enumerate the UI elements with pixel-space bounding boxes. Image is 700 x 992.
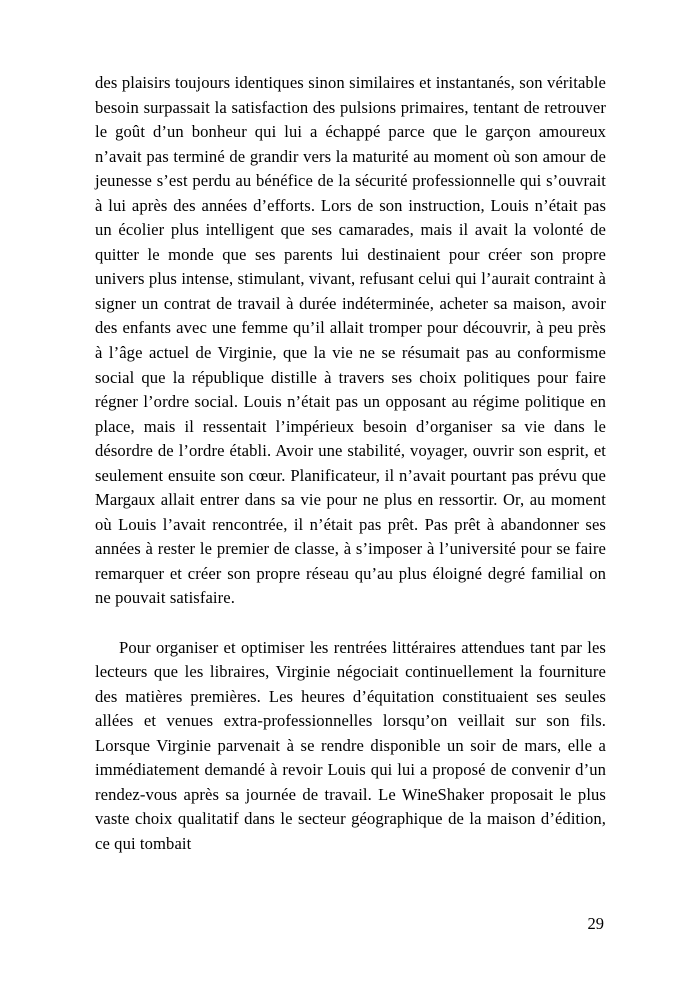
page-number: 29	[587, 913, 604, 933]
paragraph: des plaisirs toujours identiques sinon similaires et instantanés, son véritable besoin surpassait la satisfaction des pulsions primaires, tentant de retrouver le goût d’un bonheur qui lui a échappé parce que le garçon amoureux n’avait pas terminé de grandir vers la maturité au moment où son amour de jeunesse s’est perdu au bénéfice de la sécurité professionnelle qui s’ouvrait à lui après des années d’efforts. Lors de son instruction, Louis n’était pas un écolier plus intelligent que ses camarades, mais il avait la volonté de quitter le monde que ses parents lui destinaient pour créer son propre univers plus intense, stimulant, vivant, refusant celui qui l’aurait contraint à signer un contrat de travail à durée indéterminée, acheter sa maison, avoir des enfants avec une femme qu’il allait tromper pour découvrir, à peu près à l’âge actuel de Virginie, que la vie ne se résumait pas au conformisme social que la république distille à travers ses choix politiques pour faire régner l’ordre social. Louis n’était pas un opposant au régime politique en place, mais il ressentait l’impérieux besoin d’organiser sa vie dans le désordre de l’ordre établi. Avoir une stabilité, voyager, ouvrir son esprit, et seulement ensuite son cœur. Planificateur, il n’avait pourtant pas prévu que Margaux allait entrer dans sa vie pour ne plus en ressortir. Or, au moment où Louis l’avait rencontrée, il n’était pas prêt. Pas prêt à abandonner ses années à rester le premier de classe, à s’imposer à l’université pour se faire remarquer et créer son propre réseau qu’au plus éloigné degré familial on ne pouvait satisfaire.	[95, 73, 606, 608]
paragraph: Pour organiser et optimiser les rentrées littéraires attendues tant par les lecteurs que les libraires, Virginie négociait continuellement la fourniture des matières premières. Les heures d’équitation constituaient ses seules allées et venues extra-professionnelles lorsqu’on veillait sur son fils. Lorsque Virginie parvenait à se rendre disponible un soir de mars, elle a immédiatement demandé à revoir Louis qui lui a proposé de convenir d’un rendez-vous après sa journée de travail. Le WineShaker proposait le plus vaste choix qualitatif dans le secteur géographique de la maison d’édition, ce qui tombait	[95, 637, 606, 853]
body-text	[95, 71, 606, 857]
